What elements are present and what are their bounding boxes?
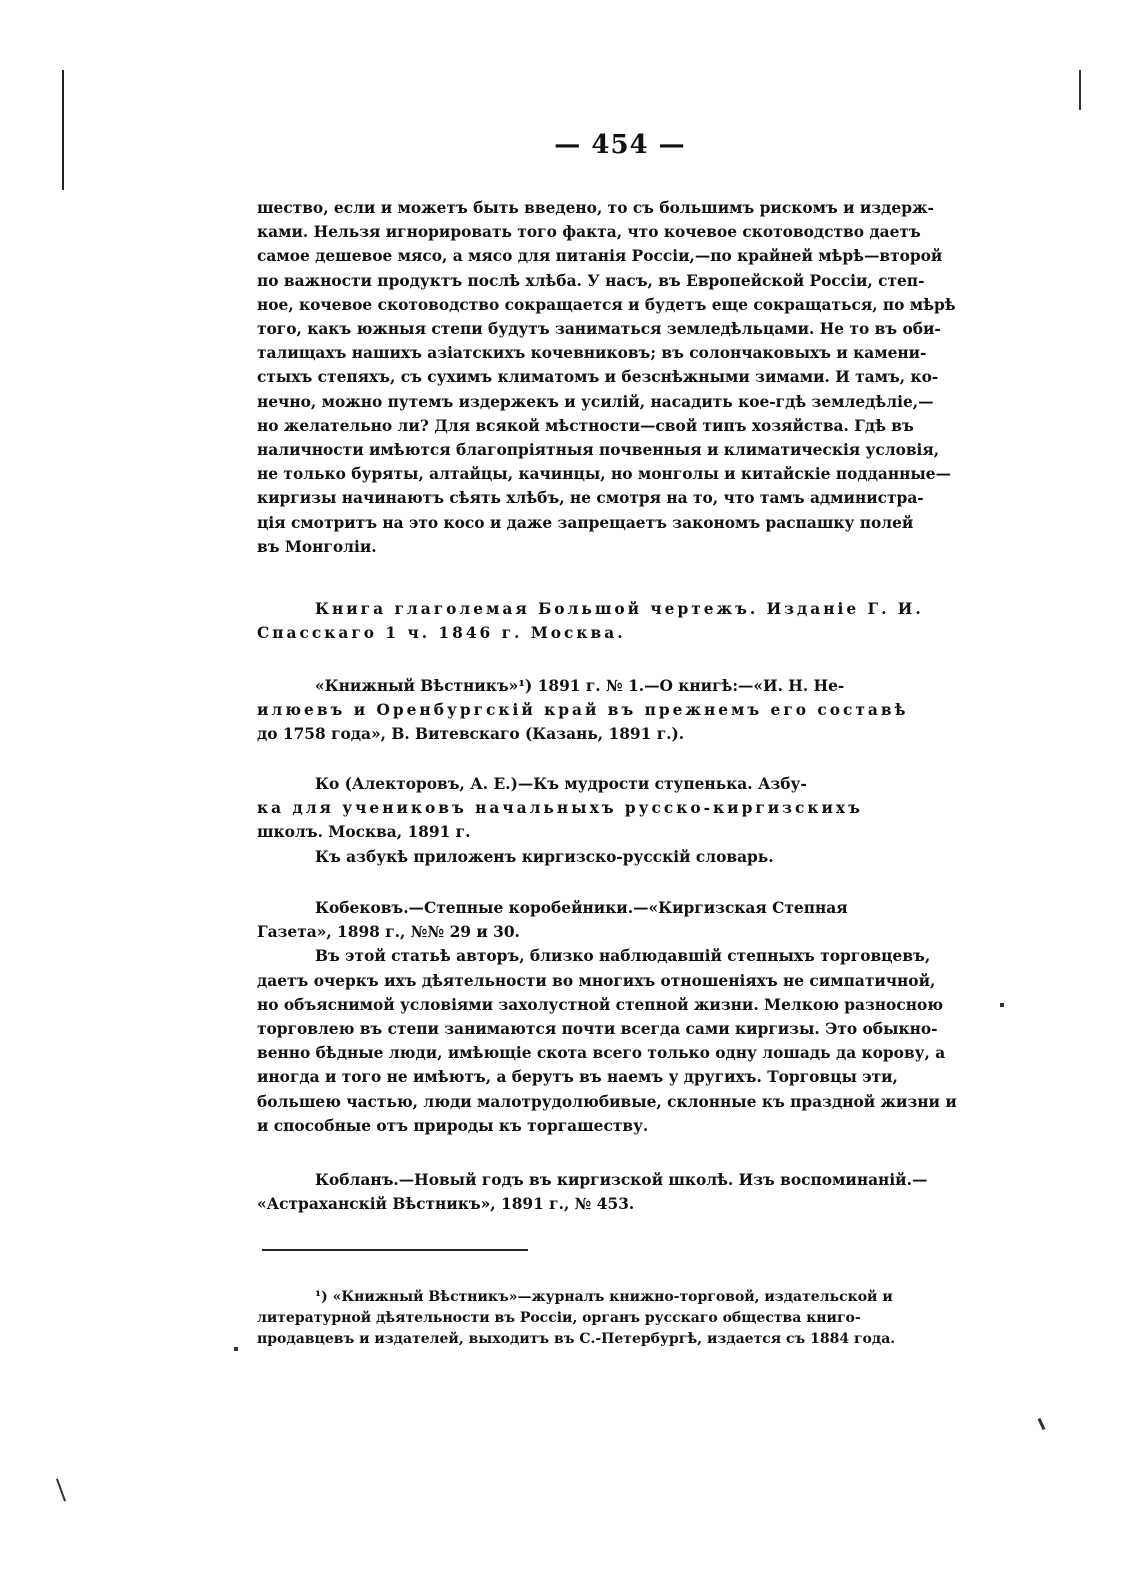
scan-speck [234, 1347, 238, 1351]
entry-line: илюевъ и Оренбургскій край въ прежнемъ его составѣ [257, 701, 909, 720]
entry-line: большею частью, люди малотрудолюбивые, склонные къ праздной жизни и [257, 1092, 957, 1111]
scan-speck [1000, 1003, 1004, 1007]
entry-line: и способные отъ природы къ торгашеству. [257, 1116, 649, 1135]
footnote-line: продавцевъ и издателей, выходитъ въ С.-Петербургѣ, издается съ 1884 года. [257, 1331, 896, 1347]
bibliography-entry [257, 896, 985, 1138]
entry-line: школъ. Москва, 1891 г. [257, 823, 471, 842]
entry-line: Книга глаголемая Большой чертежъ. Изданіе Г. И. [315, 600, 924, 618]
bibliography-entry [257, 674, 985, 747]
text-line: но желательно ли? Для всякой мѣстности—свой типъ хозяйства. Гдѣ въ [257, 416, 914, 435]
entry-line: Кобековъ.—Степные коробейники.—«Киргизская Степная [315, 899, 848, 917]
footnote-line: ¹) «Книжный Вѣстникъ»—журналъ книжно-торговой, издательской и [315, 1289, 893, 1305]
entry-line: Ко (Алекторовъ, А. Е.)—Къ мудрости ступенька. Азбу- [315, 775, 807, 793]
text-line: того, какъ южныя степи будутъ заниматься земледѣльцами. Не то въ оби- [257, 320, 941, 339]
scan-edge-mark [56, 1478, 66, 1501]
text-line: ное, кочевое скотоводство сокращается и будетъ еще сокращаться, по мѣрѣ [257, 295, 956, 314]
footnote [257, 1287, 985, 1350]
text-line: самое дешевое мясо, а мясо для питанія Россіи,—по крайней мѣрѣ—второй [257, 247, 943, 266]
page-number: — 454 — [554, 130, 686, 160]
scan-edge-mark [1079, 70, 1081, 110]
text-line: киргизы начинаютъ сѣять хлѣбъ, не смотря на то, что тамъ администра- [257, 489, 924, 508]
main-paragraph [257, 196, 985, 559]
bibliography-entry [257, 597, 985, 645]
text-line: не только буряты, алтайцы, качинцы, но монголы и китайскіе подданные— [257, 465, 951, 484]
text-line: талищахъ нашихъ азіатскихъ кочевниковъ; въ солончаковыхъ и камени- [257, 344, 927, 363]
entry-line: Кобланъ.—Новый годъ въ киргизской школѣ. Изъ воспоминаній.— [315, 1171, 928, 1189]
entry-line: но объяснимой условіями захолустной степной жизни. Мелкою разносною [257, 995, 944, 1014]
footnote-separator [262, 1249, 528, 1251]
text-line: шество, если и можетъ быть введено, то съ большимъ рискомъ и издерж- [257, 199, 934, 217]
footnote-line: литературной дѣятельности въ Россіи, органъ русскаго общества книго- [257, 1310, 861, 1326]
entry-line: Въ этой статьѣ авторъ, близко наблюдавшій степныхъ торговцевъ, [315, 947, 931, 966]
entry-line: Спасскаго 1 ч. 1846 г. Москва. [257, 624, 626, 643]
bibliography-entry [257, 772, 985, 869]
text-line: наличности имѣются благопріятныя почвенныя и климатическія условія, [257, 441, 940, 460]
bibliography-entry [257, 1168, 985, 1216]
entry-line: даетъ очеркъ ихъ дѣятельности во многихъ отношеніяхъ не симпатичной, [257, 971, 936, 990]
text-line: въ Монголіи. [257, 537, 377, 556]
entry-line: Газета», 1898 г., №№ 29 и 30. [257, 923, 520, 942]
entry-line: до 1758 года», В. Витевскаго (Казань, 1891 г.). [257, 725, 685, 744]
entry-line: «Астраханскій Вѣстникъ», 1891 г., № 453. [257, 1195, 635, 1214]
text-line: нечно, можно путемъ издержекъ и усилій, насадить кое-гдѣ земледѣліе,— [257, 392, 934, 411]
entry-line: «Книжный Вѣстникъ»¹) 1891 г. № 1.—О книгѣ:—«И. Н. Не- [315, 677, 845, 695]
entry-line: торговлею въ степи занимаются почти всегда сами киргизы. Это обыкно- [257, 1020, 938, 1039]
entry-line: венно бѣдные люди, имѣющіе скота всего только одну лошадь да корову, а [257, 1044, 946, 1063]
text-line: по важности продуктъ послѣ хлѣба. У насъ, въ Европейской Россіи, степ- [257, 271, 925, 290]
entry-line: иногда и того не имѣютъ, а берутъ въ наемъ у другихъ. Торговцы эти, [257, 1068, 898, 1087]
scan-speck [1038, 1418, 1046, 1430]
text-line: стыхъ степяхъ, съ сухимъ климатомъ и безснѣжными зимами. И тамъ, ко- [257, 368, 939, 387]
entry-line: Къ азбукѣ приложенъ киргизско-русскій словарь. [315, 847, 774, 866]
text-line: ція смотритъ на это косо и даже запрещаетъ закономъ распашку полей [257, 513, 914, 532]
text-line: ками. Нельзя игнорировать того факта, что кочевое скотоводство даетъ [257, 223, 921, 242]
entry-line: ка для учениковъ начальныхъ русско-киргизскихъ [257, 799, 863, 818]
